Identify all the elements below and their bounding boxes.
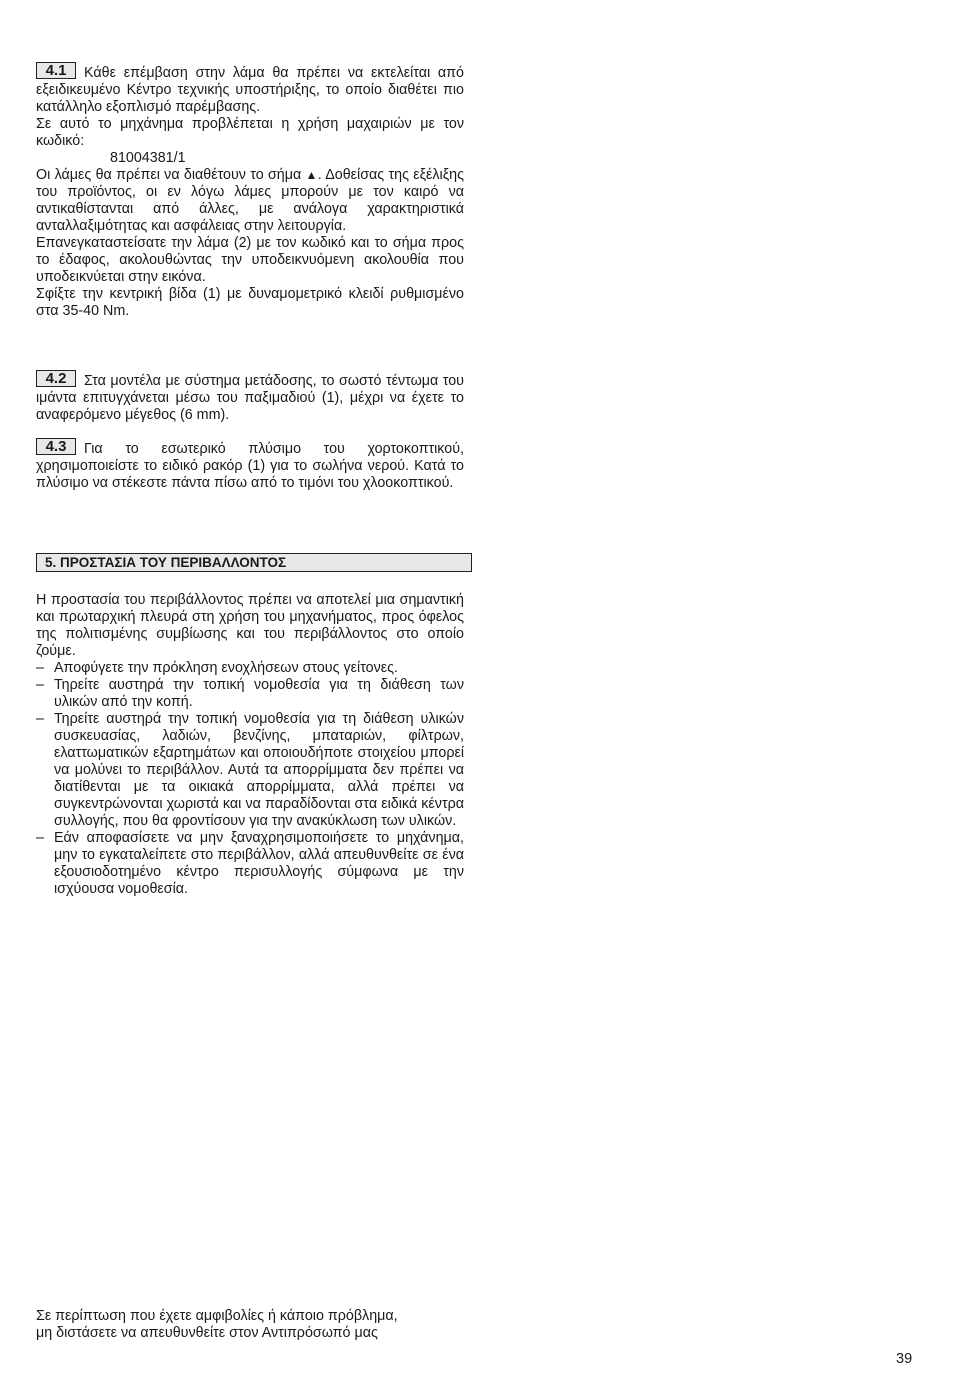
list-item: – Τηρείτε αυστηρά την τοπική νομοθεσία για τη διάθεση υλικών συσκευασίας, λαδιών, βενζίνης, μπαταριών, φίλτρων, ελαττωματικών εξαρτημάτων και οποιουδήποτε στοιχείου μπορεί να μολύνει το περιβάλλον. Αυτά τα απορρίμματα δεν πρέπει να διατίθενται με τα οικιακά απορρίμματα, αλλά πρέπει να συγκεντρώνονται χωριστά και να παραδίδονται στα ειδικά κέντρα συλλογής, που θα φροντίσουν για την ανακύκλωση των υλικών. bbox=[36, 711, 464, 830]
section-4-1-para-1: 4.1 Κάθε επέμβαση στην λάμα θα πρέπει να εκτελείται από εξειδικευμένο Κέντρο τεχνικής υποστήριξης, το οποίο διαθέτει πιο κατάλληλο εξοπλισμό παρέμβασης. bbox=[36, 62, 464, 115]
section-4-3-text: 4.3 Για το εσωτερικό πλύσιμο του χορτοκοπτικού, χρησιμοποιείστε το ειδικό ρακόρ (1) για το σωλήνα νερού. Κατά το πλύσιμο να στέκεστε πάντα πίσω από το τιμόνι του χλοοκοπτικού. bbox=[36, 438, 464, 491]
section-badge-4-2: 4.2 bbox=[36, 370, 76, 387]
section-5-heading: 5. ΠΡΟΣΤΑΣΙΑ ΤΟΥ ΠΕΡΙΒΑΛΛΟΝΤΟΣ bbox=[36, 553, 472, 572]
section-4-2 bbox=[36, 370, 464, 424]
section-4-1-para-5: Σφίξτε την κεντρική βίδα (1) με δυναμομετρικό κλειδί ρυθμισμένο στα 35-40 Nm. bbox=[36, 286, 464, 319]
blade-code: 81004381/1 bbox=[110, 150, 186, 166]
list-item: – Τηρείτε αυστηρά την τοπική νομοθεσία για τη διάθεση των υλικών από την κοπή. bbox=[36, 677, 464, 711]
section-4-1-para-3: Οι λάμες θα πρέπει να διαθέτουν το σήμα ▲. Δοθείσας της εξέλιξης του προϊόντος, οι εν λόγω λάμες μπορούν με τον καιρό να αντικαθίστανται από άλλες, με ανάλογα χαρακτηριστικά ανταλλαξιμότητας και ασφάλειας στην λειτουργία. bbox=[36, 167, 464, 234]
section-4-2-text: 4.2 Στα μοντέλα με σύστημα μετάδοσης, το σωστό τέντωμα του ιμάντα επιτυγχάνεται μέσω του παξιμαδιού (1), μέχρι να έχετε το αναφερόμενο μέγεθος (6 mm). bbox=[36, 370, 464, 423]
section-4-1 bbox=[36, 62, 464, 320]
footer-note bbox=[36, 1308, 466, 1342]
environment-list bbox=[36, 660, 464, 898]
page-number: 39 bbox=[896, 1351, 913, 1367]
section-badge-4-1: 4.1 bbox=[36, 62, 76, 79]
footer-line-1: Σε περίπτωση που έχετε αμφιβολίες ή κάποιο πρόβλημα, bbox=[36, 1308, 398, 1324]
section-5-body bbox=[36, 592, 464, 898]
section-5-intro: Η προστασία του περιβάλλοντος πρέπει να αποτελεί μια σημαντική και πρωταρχική πλευρά στη χρήση του μηχανήματος, προς όφελος της πολιτισμένης συμβίωσης και του περιβάλλοντος στο οποίο ζούμε. bbox=[36, 592, 464, 659]
section-4-3 bbox=[36, 438, 464, 492]
list-item: – Εάν αποφασίσετε να μην ξαναχρησιμοποιήσετε το μηχάνημα, μην το εγκαταλείπετε στο περιβάλλον, αλλά απευθυνθείτε σε ένα εξουσιοδοτημένο κέντρο περισυλλογής σύμφωνα με την ισχύουσα νομοθεσία. bbox=[36, 830, 464, 898]
section-badge-4-3: 4.3 bbox=[36, 438, 76, 455]
blade-mark-icon: ▲ bbox=[305, 168, 318, 182]
section-4-1-para-2: Σε αυτό το μηχάνημα προβλέπεται η χρήση μαχαιριών με τον κωδικό: bbox=[36, 116, 464, 149]
footer-line-2: μη διστάσετε να απευθυνθείτε στον Αντιπρόσωπό μας bbox=[36, 1325, 378, 1341]
section-4-1-para-4: Επανεγκαταστείσατε την λάμα (2) με τον κωδικό και το σήμα προς το έδαφος, ακολουθώντας την υποδεικνυόμενη ακολουθία που υποδεικνύεται στην εικόνα. bbox=[36, 235, 464, 285]
list-item: – Αποφύγετε την πρόκληση ενοχλήσεων στους γείτονες. bbox=[36, 660, 464, 677]
